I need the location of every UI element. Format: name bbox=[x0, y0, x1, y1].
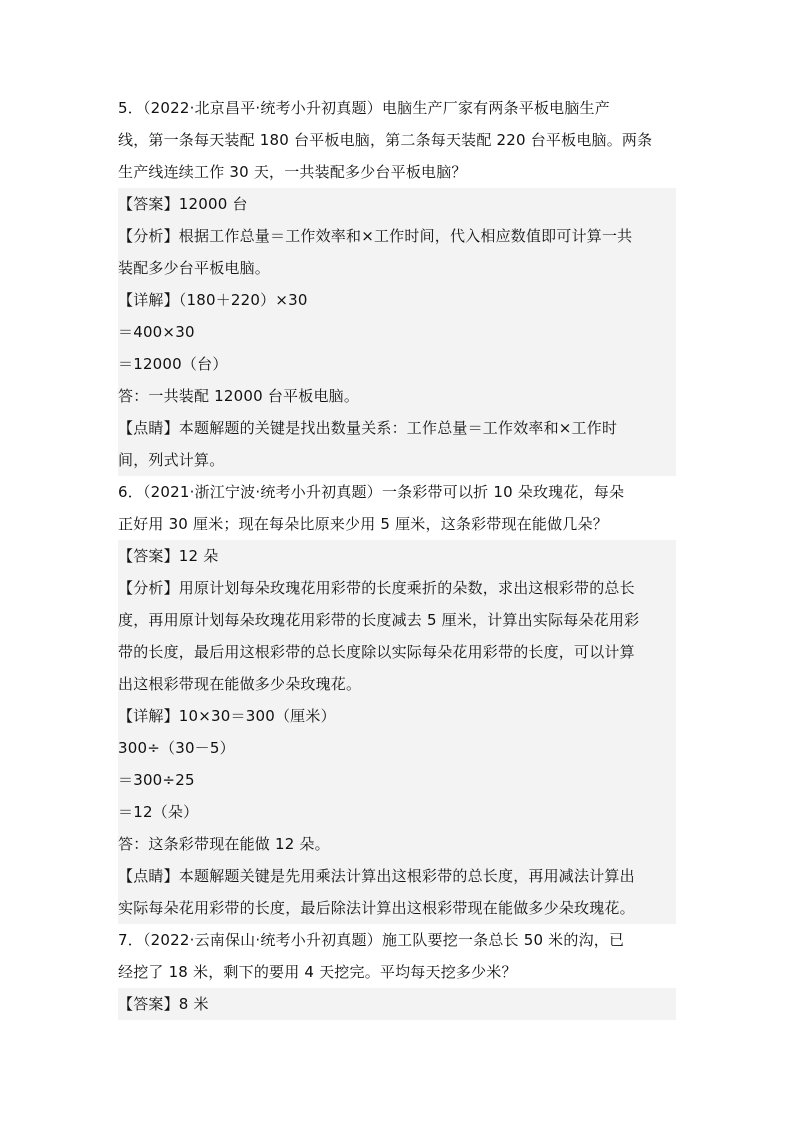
reply-line: 答：这条彩带现在能做 12 朵。 bbox=[118, 835, 330, 853]
question-5-line-3: 生产线连续工作 30 天，一共装配多少台平板电脑？ bbox=[118, 163, 467, 181]
answer-line: 【答案】12 朵 bbox=[118, 547, 219, 565]
detail-line: ＝300÷25 bbox=[118, 771, 195, 789]
comment-line: 【点睛】本题解题的关键是找出数量关系：工作总量＝工作效率和×工作时 bbox=[118, 419, 618, 437]
question-6-line-1: 6．（2021·浙江宁波·统考小升初真题）一条彩带可以折 10 朵玫瑰花，每朵 bbox=[118, 483, 625, 501]
analysis-line: 【分析】用原计划每朵玫瑰花用彩带的长度乘折的朵数，求出这根彩带的总长 bbox=[118, 579, 635, 597]
question-5-line-1: 5．（2022·北京昌平·统考小升初真题）电脑生产厂家有两条平板电脑生产 bbox=[118, 99, 610, 117]
comment-line: 间，列式计算。 bbox=[118, 451, 225, 469]
detail-line: ＝400×30 bbox=[118, 323, 195, 341]
answer-line: 【答案】8 米 bbox=[118, 995, 209, 1013]
question-7-line-2: 经挖了 18 米，剩下的要用 4 天挖完。平均每天挖多少米？ bbox=[118, 963, 517, 981]
question-6-solution bbox=[118, 540, 676, 924]
analysis-line: 装配多少台平板电脑。 bbox=[118, 259, 271, 277]
reply-line: 答：一共装配 12000 台平板电脑。 bbox=[118, 387, 360, 405]
question-5-line-2: 线，第一条每天装配 180 台平板电脑，第二条每天装配 220 台平板电脑。两条 bbox=[118, 131, 653, 149]
detail-line: ＝12（朵） bbox=[118, 803, 199, 821]
analysis-line: 【分析】根据工作总量＝工作效率和×工作时间，代入相应数值即可计算一共 bbox=[118, 227, 633, 245]
question-5-solution bbox=[118, 188, 676, 476]
comment-line: 【点睛】本题解题关键是先用乘法计算出这根彩带的总长度，再用减法计算出 bbox=[118, 867, 635, 885]
detail-line: 【详解】（180＋220）×30 bbox=[118, 291, 308, 309]
comment-line: 实际每朵花用彩带的长度，最后除法计算出这根彩带现在能做多少朵玫瑰花。 bbox=[118, 899, 635, 917]
question-6-line-2: 正好用 30 厘米；现在每朵比原来少用 5 厘米，这条彩带现在能做几朵？ bbox=[118, 515, 608, 533]
question-7-solution bbox=[118, 988, 676, 1020]
analysis-line: 带的长度，最后用这根彩带的总长度除以实际每朵花用彩带的长度，可以计算 bbox=[118, 643, 635, 661]
detail-line: 【详解】10×30＝300（厘米） bbox=[118, 707, 336, 725]
document-page bbox=[118, 92, 676, 1020]
analysis-line: 出这根彩带现在能做多少朵玫瑰花。 bbox=[118, 675, 362, 693]
question-7-line-1: 7．（2022·云南保山·统考小升初真题）施工队要挖一条总长 50 米的沟，已 bbox=[118, 931, 625, 949]
analysis-line: 度，再用原计划每朵玫瑰花用彩带的长度减去 5 厘米，计算出实际每朵花用彩 bbox=[118, 611, 640, 629]
detail-line: 300÷（30－5） bbox=[118, 739, 235, 757]
answer-line: 【答案】12000 台 bbox=[118, 195, 248, 213]
detail-line: ＝12000（台） bbox=[118, 355, 228, 373]
